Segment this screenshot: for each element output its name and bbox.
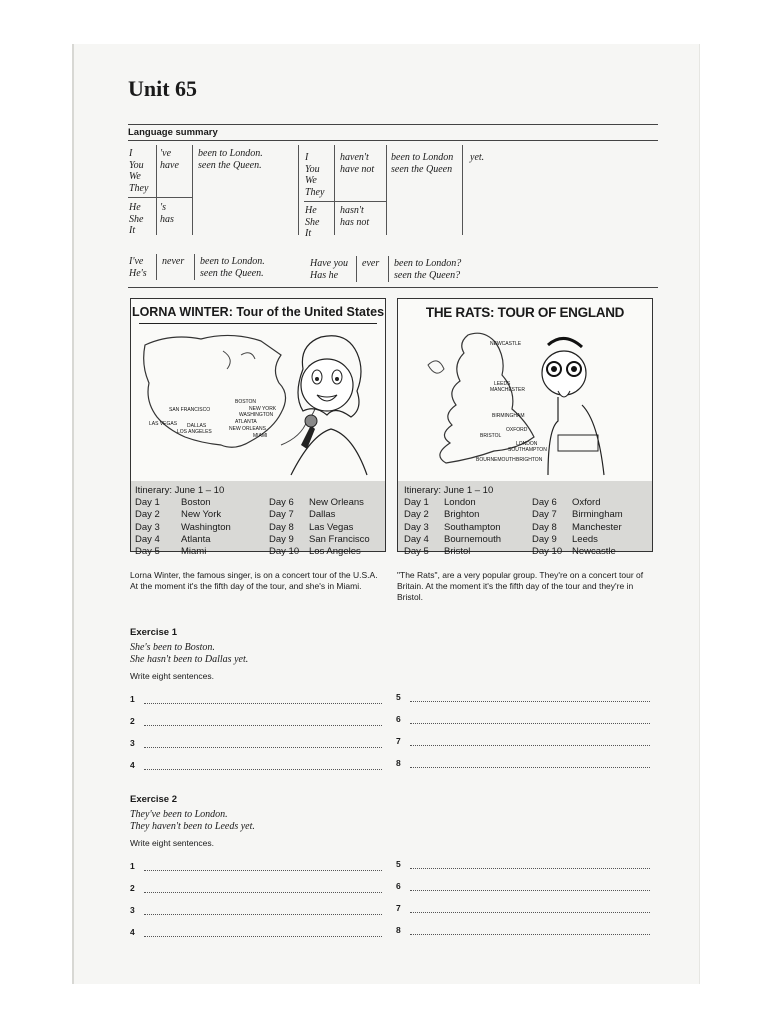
answer-line-5[interactable]	[396, 692, 650, 702]
panel-title: THE RATS: TOUR OF ENGLAND	[425, 305, 625, 320]
line-number: 5	[396, 692, 401, 702]
line-number: 6	[396, 714, 401, 724]
itinerary-header: Itinerary: June 1 – 10	[135, 485, 225, 496]
usa-description: Lorna Winter, the famous singer, is on a concert tour of the U.S.A. At the moment it's the fifth day of the tour, and she's in Miami.	[130, 570, 378, 591]
line-number: 8	[396, 925, 401, 935]
map-label-new-york: NEW YORK	[249, 406, 277, 412]
exercise-1-instruction: Write eight sentences.	[130, 671, 214, 681]
map-label-london: LONDON	[516, 441, 538, 447]
day-label: Day 7	[532, 509, 557, 521]
place: Manchester	[572, 521, 622, 533]
answer-line-1[interactable]	[130, 694, 382, 704]
day-label: Day 9	[532, 533, 557, 545]
line-number: 3	[130, 905, 135, 915]
pronouns-i-you-we-they: I You We They	[305, 152, 325, 198]
divider	[128, 287, 658, 288]
adverb-ever: ever	[362, 258, 380, 269]
exercise-2-title: Exercise 2	[130, 794, 178, 805]
place: Las Vegas	[309, 521, 354, 533]
place: New York	[181, 509, 222, 521]
map-label-manchester: MANCHESTER	[490, 387, 526, 393]
itinerary	[398, 481, 652, 558]
answer-line-6[interactable]	[396, 714, 650, 724]
map-label-bristol: BRISTOL	[480, 433, 502, 439]
line-number: 2	[130, 883, 135, 893]
day-label: Day 1	[404, 497, 429, 509]
answer-line-3[interactable]	[130, 905, 382, 915]
objects: been to London seen the Queen	[391, 152, 454, 175]
subjects: Have you Has he	[310, 258, 349, 281]
day-label: Day 4	[135, 533, 160, 545]
aux-havent: haven't have not	[340, 152, 375, 175]
map-label-los-angeles: LOS ANGELES	[177, 429, 212, 435]
place: Bristol	[444, 546, 471, 557]
pronouns-i-you-we-they: I You We They	[129, 148, 149, 194]
line-number: 4	[130, 927, 135, 937]
language-summary-label: Language summary	[128, 127, 218, 138]
line-number: 6	[396, 881, 401, 891]
map-label-boston: BOSTON	[235, 399, 257, 405]
day-label: Day 2	[404, 509, 429, 521]
answer-line-4[interactable]	[130, 760, 382, 770]
day-label: Day 6	[269, 497, 294, 509]
exercise-2-instruction: Write eight sentences.	[130, 838, 214, 848]
england-map-illustration	[398, 325, 650, 485]
answer-line-2[interactable]	[130, 883, 382, 893]
answer-line-7[interactable]	[396, 903, 650, 913]
aux-has: 's has	[160, 202, 174, 225]
aux-hasnt: hasn't has not	[340, 205, 370, 228]
place: Brighton	[444, 509, 480, 521]
england-tour-panel	[397, 298, 653, 558]
itinerary	[131, 481, 385, 558]
line-number: 7	[396, 736, 401, 746]
answer-line-2[interactable]	[130, 716, 382, 726]
tail-yet: yet.	[470, 152, 485, 163]
day-label: Day 5	[404, 546, 429, 558]
day-label: Day 4	[404, 533, 429, 545]
line-number: 8	[396, 758, 401, 768]
day-label: Day 1	[135, 497, 160, 509]
workbook-page	[72, 44, 700, 984]
objects: been to London. seen the Queen.	[200, 256, 265, 279]
place: Newcastle	[572, 546, 616, 557]
place: Southampton	[444, 521, 501, 533]
answer-line-3[interactable]	[130, 738, 382, 748]
place: Washington	[181, 521, 231, 533]
pronouns-he-she-it: He She It	[129, 202, 144, 236]
day-label: Day 3	[135, 521, 160, 533]
line-number: 1	[130, 694, 135, 704]
divider	[128, 140, 658, 141]
line-number: 3	[130, 738, 135, 748]
map-label-san-francisco: SAN FRANCISCO	[169, 407, 211, 413]
line-number: 5	[396, 859, 401, 869]
line-number: 7	[396, 903, 401, 913]
answer-line-6[interactable]	[396, 881, 650, 891]
usa-map-illustration	[131, 325, 383, 485]
map-label-miami: MIAMI	[253, 433, 268, 439]
day-label: Day 8	[269, 521, 294, 533]
map-label-newcastle: NEWCASTLE	[490, 341, 522, 347]
line-number: 2	[130, 716, 135, 726]
day-label: Day 5	[135, 546, 160, 558]
answer-line-5[interactable]	[396, 859, 650, 869]
exercise-2-example: They've been to London. They haven't been to Leeds yet.	[130, 809, 255, 832]
aux-have: 've have	[160, 148, 179, 171]
day-label: Day 10	[532, 546, 563, 557]
answer-line-8[interactable]	[396, 925, 650, 935]
place: Oxford	[572, 497, 601, 509]
map-label-new-orleans: NEW ORLEANS	[229, 426, 266, 432]
place: Dallas	[309, 509, 336, 521]
place: Los Angeles	[309, 546, 361, 557]
day-label: Day 10	[269, 546, 300, 557]
itinerary-header: Itinerary: June 1 – 10	[404, 485, 494, 496]
place: Leeds	[572, 533, 598, 545]
objects: been to London? seen the Queen?	[394, 258, 462, 281]
day-label: Day 6	[532, 497, 557, 509]
line-number: 4	[130, 760, 135, 770]
map-label-dallas: DALLAS	[187, 423, 207, 429]
adverb-never: never	[162, 256, 185, 267]
place: New Orleans	[309, 497, 364, 509]
day-label: Day 8	[532, 521, 557, 533]
line-number: 1	[130, 861, 135, 871]
place: Miami	[181, 546, 207, 557]
map-label-las-vegas: LAS VEGAS	[149, 421, 178, 427]
place: Birmingham	[572, 509, 623, 521]
place: Bournemouth	[444, 533, 502, 545]
exercise-1-example: She's been to Boston. She hasn't been to Dallas yet.	[130, 642, 249, 665]
place: London	[444, 497, 476, 509]
england-description: "The Rats", are a very popular group. They're on a concert tour of Britain. At the moment it's the fifth day of the tour and they're in Bristol.	[397, 570, 644, 602]
map-label-birmingham: BIRMINGHAM	[492, 413, 525, 419]
place: San Francisco	[309, 533, 370, 545]
answer-line-1[interactable]	[130, 861, 382, 871]
day-label: Day 3	[404, 521, 429, 533]
objects: been to London. seen the Queen.	[198, 148, 263, 171]
answer-line-4[interactable]	[130, 927, 382, 937]
exercise-1-title: Exercise 1	[130, 627, 178, 638]
map-label-atlanta: ATLANTA	[235, 419, 257, 425]
day-label: Day 9	[269, 533, 294, 545]
divider	[128, 124, 658, 125]
place: Atlanta	[181, 533, 211, 545]
map-label-bournemouth: BOURNEMOUTH	[476, 457, 516, 463]
day-label: Day 2	[135, 509, 160, 521]
panel-title: LORNA WINTER: Tour of the United States	[131, 305, 385, 319]
usa-tour-panel	[130, 298, 386, 558]
day-label: Day 7	[269, 509, 294, 521]
pronouns-he-she-it: He She It	[305, 205, 320, 239]
place: Boston	[181, 497, 211, 509]
map-label-brighton: BRIGHTON	[516, 457, 543, 463]
unit-title: Unit 65	[128, 76, 198, 101]
map-label-southampton: SOUTHAMPTON	[508, 447, 547, 453]
map-label-washington: WASHINGTON	[239, 412, 274, 418]
subjects: I've He's	[129, 256, 147, 279]
answer-line-7[interactable]	[396, 736, 650, 746]
map-label-leeds: LEEDS	[494, 381, 511, 387]
map-label-oxford: OXFORD	[506, 427, 528, 433]
answer-line-8[interactable]	[396, 758, 650, 768]
